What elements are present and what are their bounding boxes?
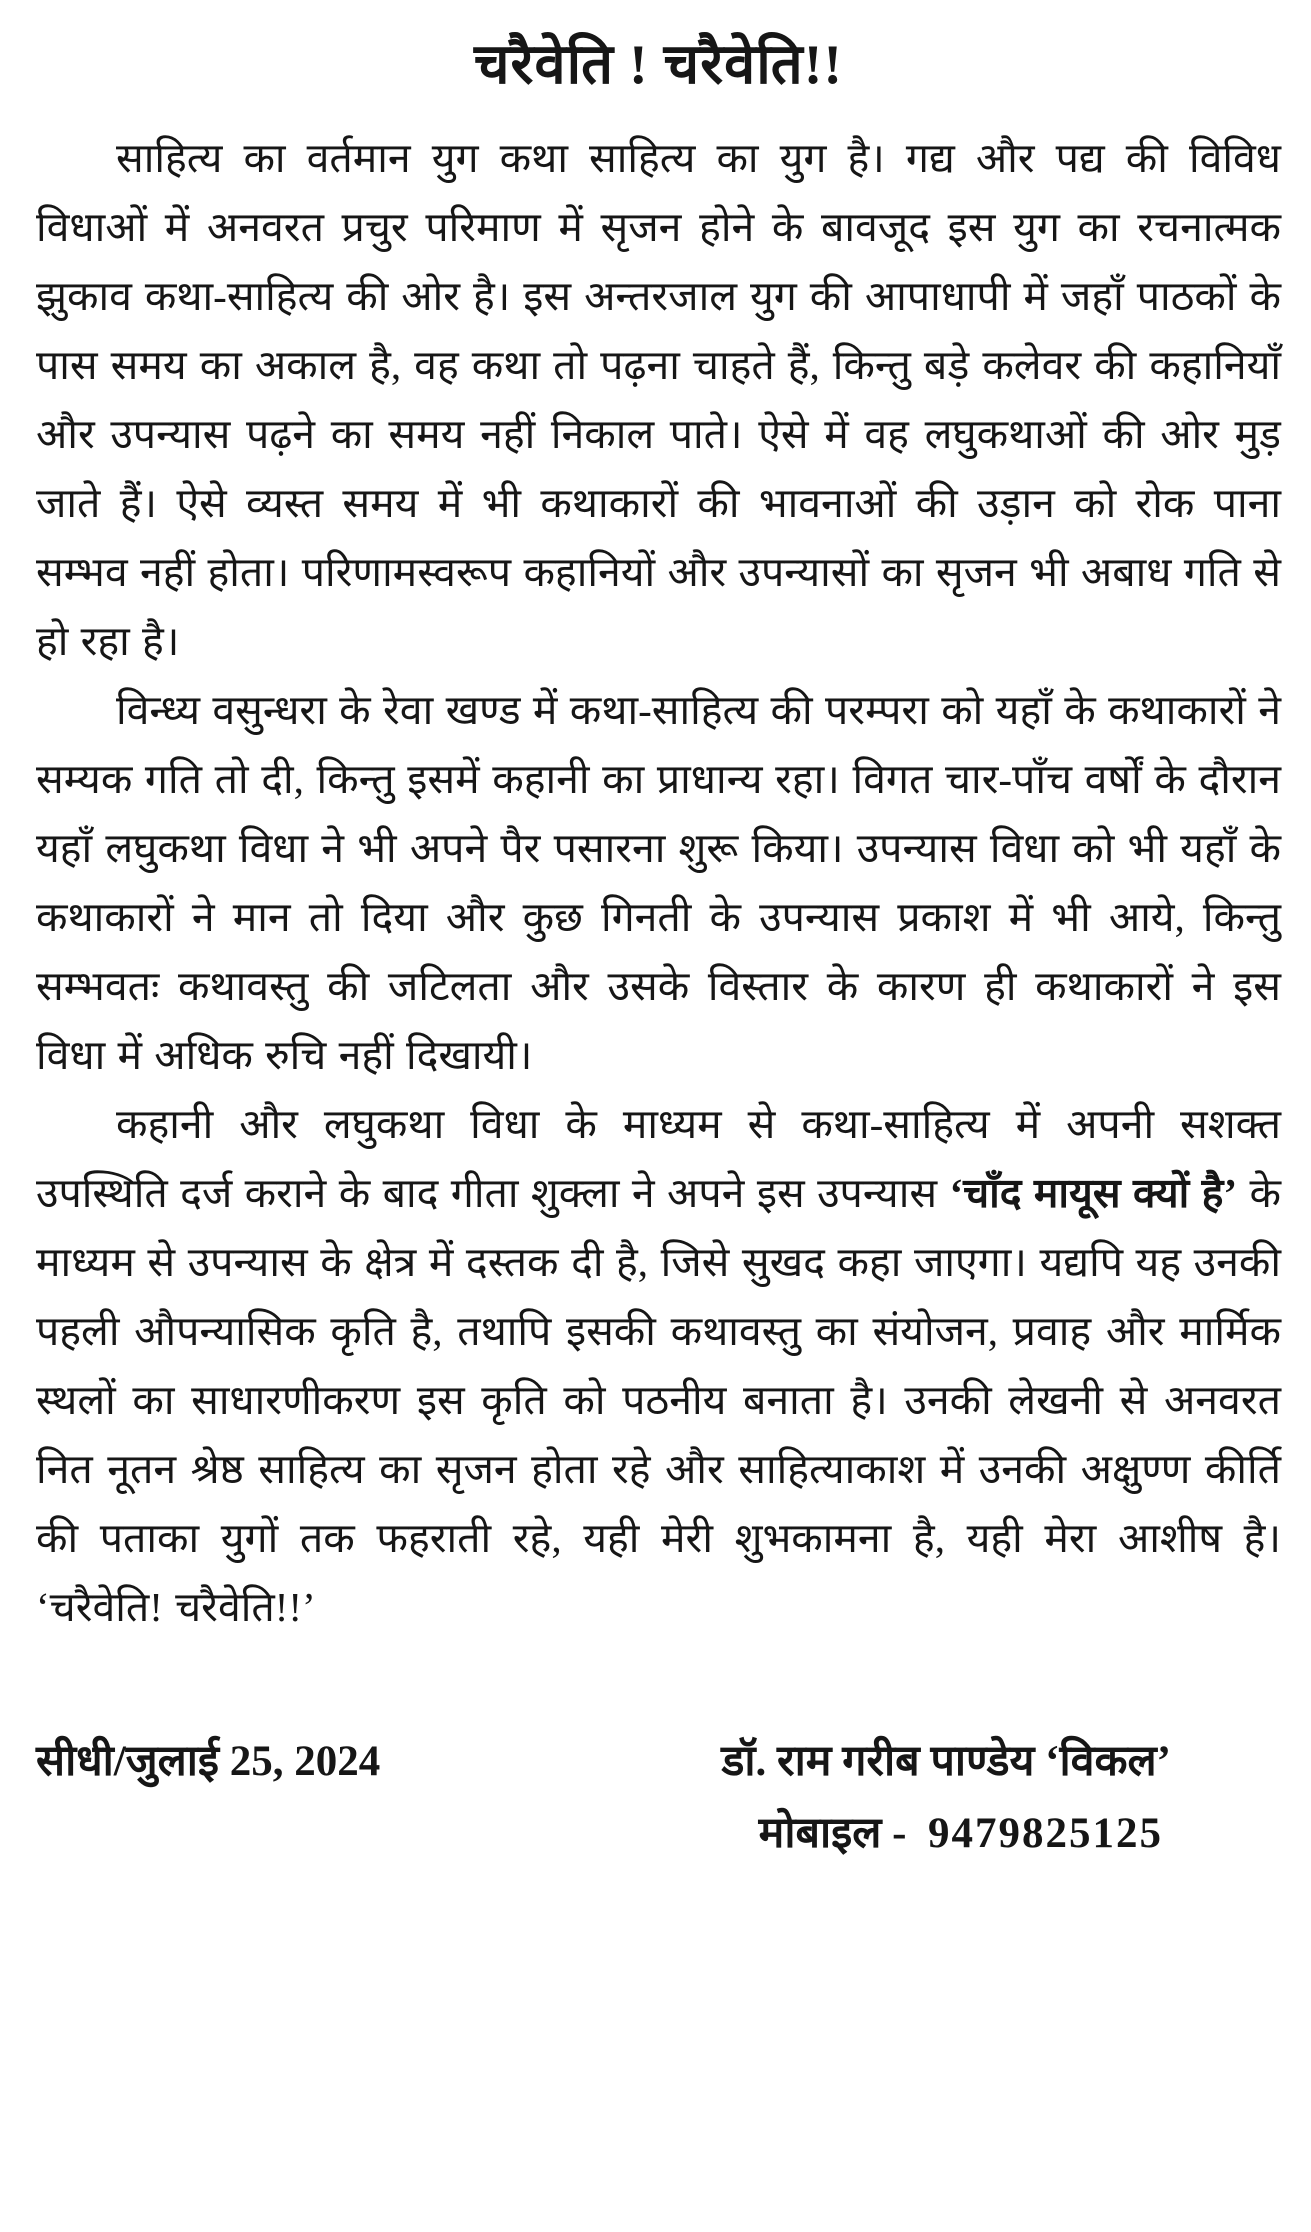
paragraph-3: [36, 1090, 1281, 1642]
footer: [36, 1732, 1281, 1864]
paragraph-2: विन्ध्य वसुन्धरा के रेवा खण्ड में कथा-साहित्य की परम्परा को यहाँ के कथाकारों ने सम्यक गति तो दी, किन्तु इसमें कहानी का प्राधान्य रहा। विगत चार-पाँच वर्षों के दौरान यहाँ लघुकथा विधा ने भी अपने पैर पसारना शुरू किया। उपन्यास विधा को भी यहाँ के कथाकारों ने मान तो दिया और कुछ गिनती के उपन्यास प्रकाश में भी आये, किन्तु सम्भवतः कथावस्तु की जटिलता और उसके विस्तार के कारण ही कथाकारों ने इस विधा में अधिक रुचि नहीं दिखायी।: [36, 687, 1281, 1078]
paragraph-3-text: कहानी और लघुकथा विधा के माध्यम से कथा-साहित्य में अपनी सशक्त उपस्थिति दर्ज कराने के बाद गीता शुक्ला ने अपने इस उपन्यास: [36, 1101, 1281, 1216]
document-body: [36, 124, 1281, 1642]
novel-title-bold: ‘चाँद मायूस क्यों है’: [949, 1170, 1238, 1216]
mobile-label: मोबाइल -: [758, 1810, 907, 1857]
mobile-number: 9479825125: [928, 1810, 1163, 1857]
place-date: सीधी/जुलाई 25, 2024: [36, 1738, 381, 1785]
footer-signature-row: [36, 1732, 1281, 1792]
page-title: चरैवेति ! चरैवेति!!: [474, 34, 843, 96]
mobile-line: [36, 1804, 1281, 1864]
author-name: डॉ. राम गरीब पाण्डेय ‘विकल’: [721, 1738, 1171, 1785]
paragraph-3-text-continued: के माध्यम से उपन्यास के क्षेत्र में दस्तक दी है, जिसे सुखद कहा जाएगा। यद्यपि यह उनकी पहली औपन्यासिक कृति है, तथापि इसकी कथावस्तु का संयोजन, प्रवाह और मार्मिक स्थलों का साधारणीकरण इस कृति को पठनीय बनाता है। उनकी लेखनी से अनवरत नित नूतन श्रेष्ठ साहित्य का सृजन होता रहे और साहित्याकाश में उनकी अक्षुण्ण कीर्ति की पताका युगों तक फहराती रहे, यही मेरी शुभकामना है, यही मेरा आशीष है। ‘चरैवेति! चरैवेति!!’: [36, 1170, 1281, 1630]
paragraph-1: साहित्य का वर्तमान युग कथा साहित्य का युग है। गद्य और पद्य की विविध विधाओं में अनवरत प्रचुर परिमाण में सृजन होने के बावजूद इस युग का रचनात्मक झुकाव कथा-साहित्य की ओर है। इस अन्तरजाल युग की आपाधापी में जहाँ पाठकों के पास समय का अकाल है, वह कथा तो पढ़ना चाहते हैं, किन्तु बड़े कलेवर की कहानियाँ और उपन्यास पढ़ने का समय नहीं निकाल पाते। ऐसे में वह लघुकथाओं की ओर मुड़ जाते हैं। ऐसे व्यस्त समय में भी कथाकारों की भावनाओं की उड़ान को रोक पाना सम्भव नहीं होता। परिणामस्वरूप कहानियों और उपन्यासों का सृजन भी अबाध गति से हो रहा है।: [36, 135, 1281, 664]
